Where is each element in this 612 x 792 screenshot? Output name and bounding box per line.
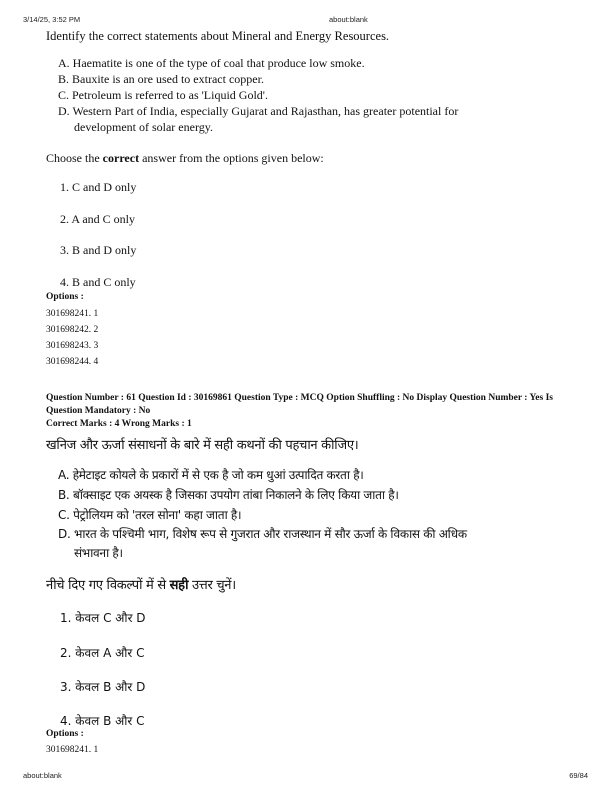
print-datetime: 3/14/25, 3:52 PM	[23, 15, 81, 24]
q61-statement-a: A. हेमेटाइट कोयले के प्रकारों में से एक है जो कम धुआं उत्पादित करता है।	[58, 468, 364, 482]
q61-option-id-1: 301698241. 1	[46, 745, 99, 755]
q61-choice-2: 2. केवल A और C	[60, 646, 145, 660]
print-url-header: about:blank	[329, 15, 368, 24]
q61-statement-b: B. बॉक्साइट एक अयस्क है जिसका उपयोग तांबा निकालने के लिए किया जाता है।	[58, 488, 399, 502]
q60-statement-b: B. Bauxite is an ore used to extract copper.	[58, 72, 264, 86]
q61-question-text: खनिज और ऊर्जा संसाधनों के बारे में सही कथनों की पहचान कीजिए।	[46, 438, 359, 453]
q61-choice-3: 3. केवल B और D	[60, 680, 146, 694]
q60-instruction: Choose the correct answer from the options given below:	[46, 151, 324, 165]
q61-marks: Correct Marks : 4 Wrong Marks : 1	[46, 419, 192, 429]
q60-statement-c: C. Petroleum is referred to as 'Liquid Gold'.	[58, 88, 268, 102]
q60-choice-1: 1. C and D only	[60, 180, 137, 194]
q60-choice-3: 3. B and D only	[60, 243, 137, 257]
q60-options-label: Options :	[46, 292, 84, 302]
q60-option-id-4: 301698244. 4	[46, 357, 99, 367]
page-number: 69/84	[569, 771, 588, 780]
q61-statement-c: C. पेट्रोलियम को 'तरल सोना' कहा जाता है।	[58, 508, 242, 522]
q60-statement-d: D. Western Part of India, especially Gujarat and Rajasthan, has greater potential for	[58, 104, 459, 118]
q61-choice-4: 4. केवल B और C	[60, 714, 145, 728]
q61-choice-1: 1. केवल C और D	[60, 611, 146, 625]
q60-statement-d-cont: development of solar energy.	[74, 120, 213, 134]
q61-instruction: नीचे दिए गए विकल्पों में से सही उत्तर चुनें।	[46, 578, 236, 593]
print-url-footer: about:blank	[23, 771, 62, 780]
q60-question-text: Identify the correct statements about Mineral and Energy Resources.	[46, 29, 390, 43]
q61-meta: Question Number : 61 Question Id : 30169861 Question Type : MCQ Option Shuffling : No Display Question Number : Yes Is Question Mandatory : No	[46, 393, 553, 416]
q60-statement-a: A. Haematite is one of the type of coal that produce low smoke.	[58, 56, 365, 70]
q61-statement-d-cont: संभावना है।	[74, 546, 123, 560]
q60-option-id-1: 301698241. 1	[46, 309, 99, 319]
q61-options-label: Options :	[46, 729, 84, 739]
q60-choice-4: 4. B and C only	[60, 275, 136, 289]
q60-option-id-2: 301698242. 2	[46, 325, 99, 335]
q61-statement-d: D. भारत के पश्चिमी भाग, विशेष रूप से गुजरात और राजस्थान में सौर ऊर्जा के विकास की अधिक	[58, 527, 467, 541]
q60-option-id-3: 301698243. 3	[46, 341, 99, 351]
q60-choice-2: 2. A and C only	[60, 212, 136, 226]
